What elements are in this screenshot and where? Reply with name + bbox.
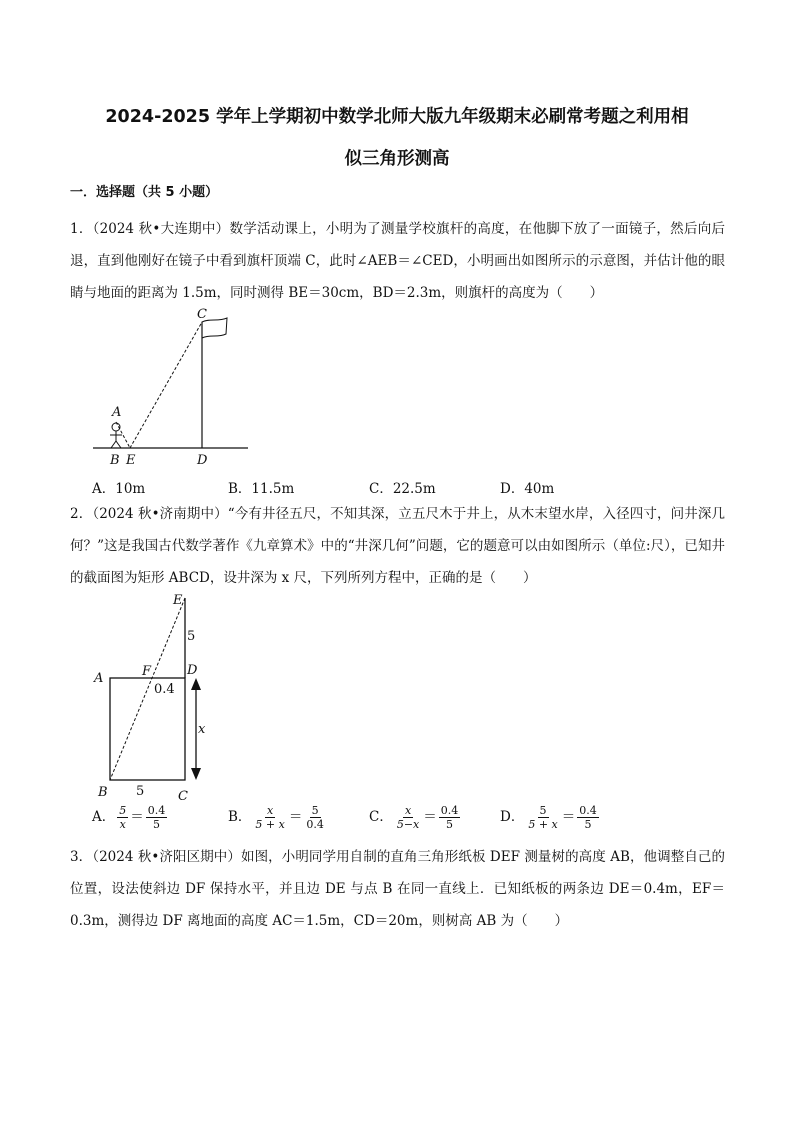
q2-option-b-right-fraction — [304, 804, 326, 831]
question-1-figure — [85, 300, 260, 470]
frac-numerator: 0.4 — [579, 804, 597, 817]
frac-denominator: 0.4 — [306, 818, 324, 831]
q2-option-d[interactable]: D． $\frac{5}{5 + x}$ ＝ $\frac{0.4}{5}$ — [500, 804, 597, 831]
title-line-2: 似三角形测高 — [344, 149, 450, 169]
frac-numerator: 5 — [119, 804, 127, 817]
label-x: x — [198, 722, 206, 737]
q2-option-d-left-fraction — [526, 804, 559, 831]
label-ED-length: 5 — [187, 629, 196, 644]
question-2-figure — [88, 590, 228, 805]
label-E: E — [173, 593, 183, 608]
label-BC-length: 5 — [136, 784, 145, 799]
q1-option-a[interactable]: A．10m — [92, 481, 146, 497]
frac-denominator: 5 — [153, 818, 160, 831]
label-FD-length: 0.4 — [154, 682, 175, 697]
frac-denominator: 5 + x — [255, 818, 285, 831]
question-3-text: 3．（2024 秋•济阳区期中）如图，小明同学用自制的直角三角形纸板 DEF 测量树的高度 AB，他调整自己的位置，设法使斜边 DF 保持水平，并且边 DE 与点 B 在同一直线上．已知纸板的两条边 DE＝0.4m，EF＝0.3m，测得边 DF 离地面的高度 AC＝1.5m，CD＝20m，则树高 AB 为（ ） — [70, 849, 725, 929]
title-line-1: 2024-2025 学年上学期初中数学北师大版九年级期末必刷常考题之利用相 — [105, 107, 689, 127]
frac-numerator: x — [404, 804, 412, 817]
frac-denominator: x — [119, 818, 126, 831]
q1-option-c[interactable]: C．22.5m — [369, 481, 436, 497]
q2-option-c[interactable]: C． $\frac{x}{5-x}$ ＝ $\frac{0.4}{5}$ — [369, 804, 459, 831]
label-F: F — [142, 664, 152, 679]
q2-option-b[interactable]: B． $\frac{x}{5 + x}$ ＝ $\frac{5}{0.4}$ — [228, 804, 324, 831]
q2-option-c-left-fraction — [395, 804, 421, 831]
frac-denominator: 5 — [446, 818, 454, 831]
q2-option-d-letter: D． — [500, 809, 525, 825]
q2-option-c-right-fraction — [439, 804, 461, 831]
q2-option-a-left-fraction — [117, 804, 128, 831]
frac-numerator: 5 — [311, 804, 319, 817]
q1-option-d[interactable]: D．40m — [500, 481, 555, 497]
label-B: B — [98, 785, 108, 800]
label-D: D — [187, 663, 198, 678]
label-B: B — [110, 453, 120, 468]
q2-option-a-letter: A． — [92, 809, 116, 825]
q2-option-b-left-fraction — [253, 804, 286, 831]
label-E: E — [126, 453, 136, 468]
section-heading: 一．选择题（共 5 小题） — [70, 185, 219, 200]
label-A: A — [94, 671, 104, 686]
page-title — [70, 96, 724, 180]
frac-numerator: 0.4 — [147, 804, 166, 817]
frac-denominator: 5 + x — [528, 818, 558, 831]
q2-option-a[interactable]: A． $\frac{5}{x}$ ＝ $\frac{0.4}{5}$ — [92, 804, 166, 831]
q2-option-b-letter: B． — [228, 809, 252, 825]
frac-numerator: 5 — [539, 804, 547, 817]
q2-option-a-right-fraction — [146, 804, 168, 831]
q1-option-b[interactable]: B．11.5m — [228, 481, 295, 497]
question-2-text: 2．（2024 秋•济南期中）“今有井径五尺，不知其深，立五尺木于井上，从木末望水岸，入径四寸，问井深几何？”这是我国古代数学著作《九章算术》中的“井深几何”问题，它的题意可以由如图所示（单位:尺），已知井的截面图为矩形 ABCD，设井深为 x 尺，下列所列方程中，正确的是（ ） — [70, 506, 725, 586]
frac-denominator: 5−x — [396, 818, 420, 831]
q2-option-d-right-fraction — [577, 804, 599, 831]
label-A: A — [112, 405, 122, 420]
question-1-text: 1．（2024 秋•大连期中）数学活动课上，小明为了测量学校旗杆的高度，在他脚下放了一面镜子，然后向后退，直到他刚好在镜子中看到旗杆顶端 C，此时∠AEB＝∠CED，小明画出如图所示的示意图，并估计他的眼睛与地面的距离为 1.5m，同时测得 BE＝30cm，BD＝2.3m，则旗杆的高度为（ ） — [70, 221, 725, 301]
frac-numerator: x — [267, 804, 274, 817]
frac-denominator: 5 — [584, 818, 592, 831]
label-C: C — [197, 307, 207, 322]
label-C: C — [178, 789, 188, 804]
q2-option-c-letter: C． — [369, 809, 393, 825]
label-D: D — [197, 453, 208, 468]
frac-numerator: 0.4 — [440, 804, 459, 817]
